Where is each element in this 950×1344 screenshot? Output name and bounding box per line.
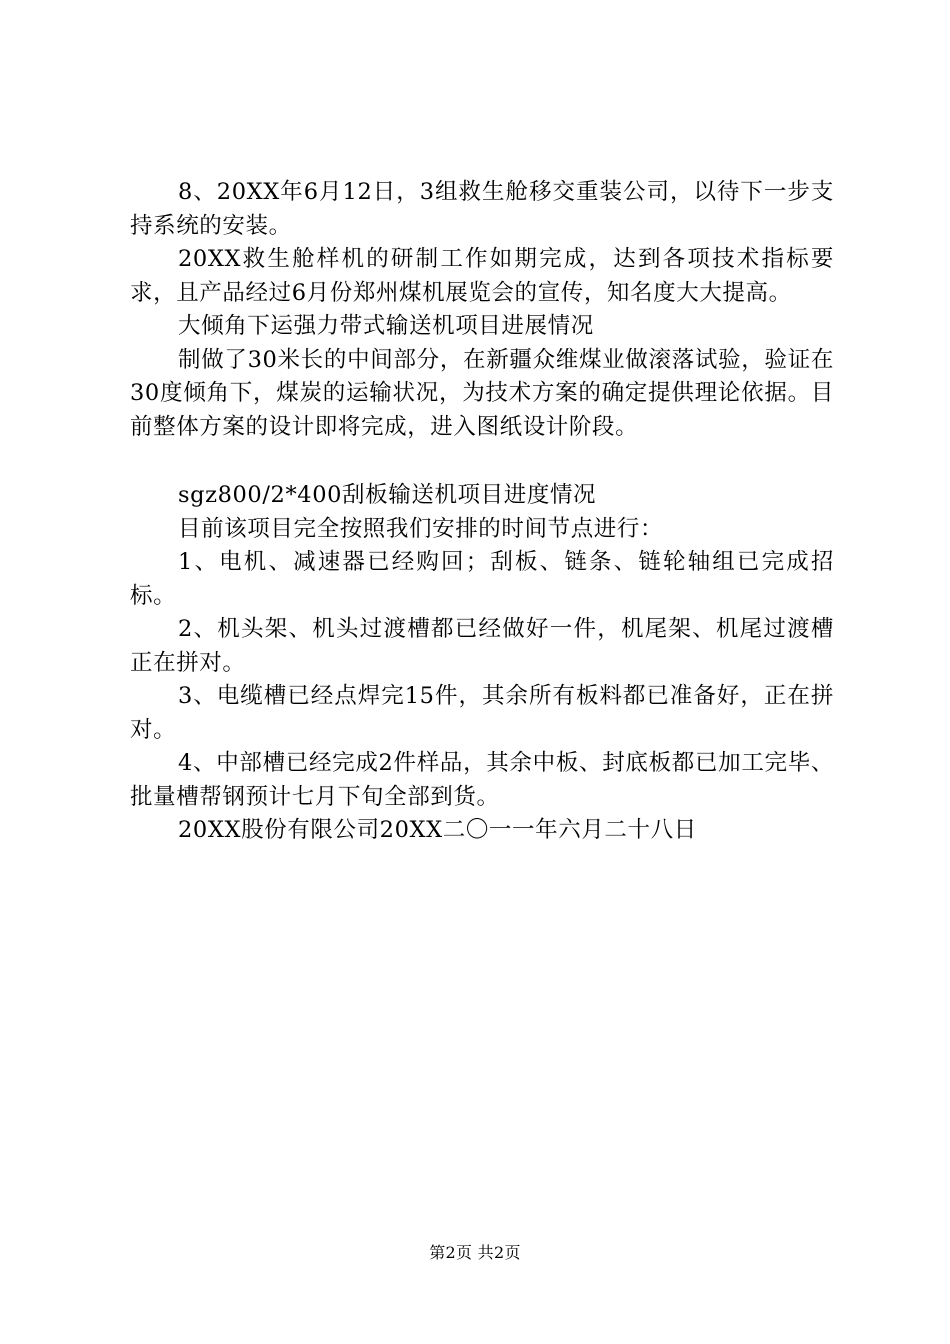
page-number-footer: 第2页 共2页: [429, 1243, 521, 1262]
paragraph-schedule-intro: 目前该项目完全按照我们安排的时间节点进行：: [178, 515, 664, 542]
document-body: [130, 176, 834, 848]
heading-scraper-conveyor-project: sgz800/2*400刮板输送机项目进度情况: [178, 482, 597, 508]
list-item-cable-trough: 3、电缆槽已经点焊完15件，其余所有板料都已准备好，正在拼对。: [130, 683, 834, 743]
list-item-middle-trough: 4、中部槽已经完成2件样品，其余中板、封底板都已加工完毕、批量槽帮钢预计七月下旬全部到货。: [130, 750, 834, 810]
paragraph-rescue-capsule-transfer: 8、20XX年6月12日，3组救生舱移交重装公司，以待下一步支持系统的安装。: [130, 179, 834, 239]
heading-conveyor-project: 大倾角下运强力带式输送机项目进展情况: [178, 313, 594, 339]
signature-line: 20XX股份有限公司20XX二〇一一年六月二十八日: [178, 817, 697, 843]
paragraph-spacer: [130, 444, 834, 479]
paragraph-rescue-capsule-prototype: 20XX救生舱样机的研制工作如期完成，达到各项技术指标要求，且产品经过6月份郑州煤机展览会的宣传，知名度大大提高。: [130, 246, 834, 306]
paragraph-conveyor-progress: 制做了30米长的中间部分，在新疆众维煤业做滚落试验，验证在30度倾角下，煤炭的运输状况，为技术方案的确定提供理论依据。目前整体方案的设计即将完成，进入图纸设计阶段。: [130, 346, 834, 440]
list-item-head-frame: 2、机头架、机头过渡槽都已经做好一件，机尾架、机尾过渡槽正在拼对。: [130, 616, 834, 676]
list-item-motor-reducer: 1、电机、减速器已经购回；刮板、链条、链轮轴组已完成招标。: [130, 549, 834, 609]
